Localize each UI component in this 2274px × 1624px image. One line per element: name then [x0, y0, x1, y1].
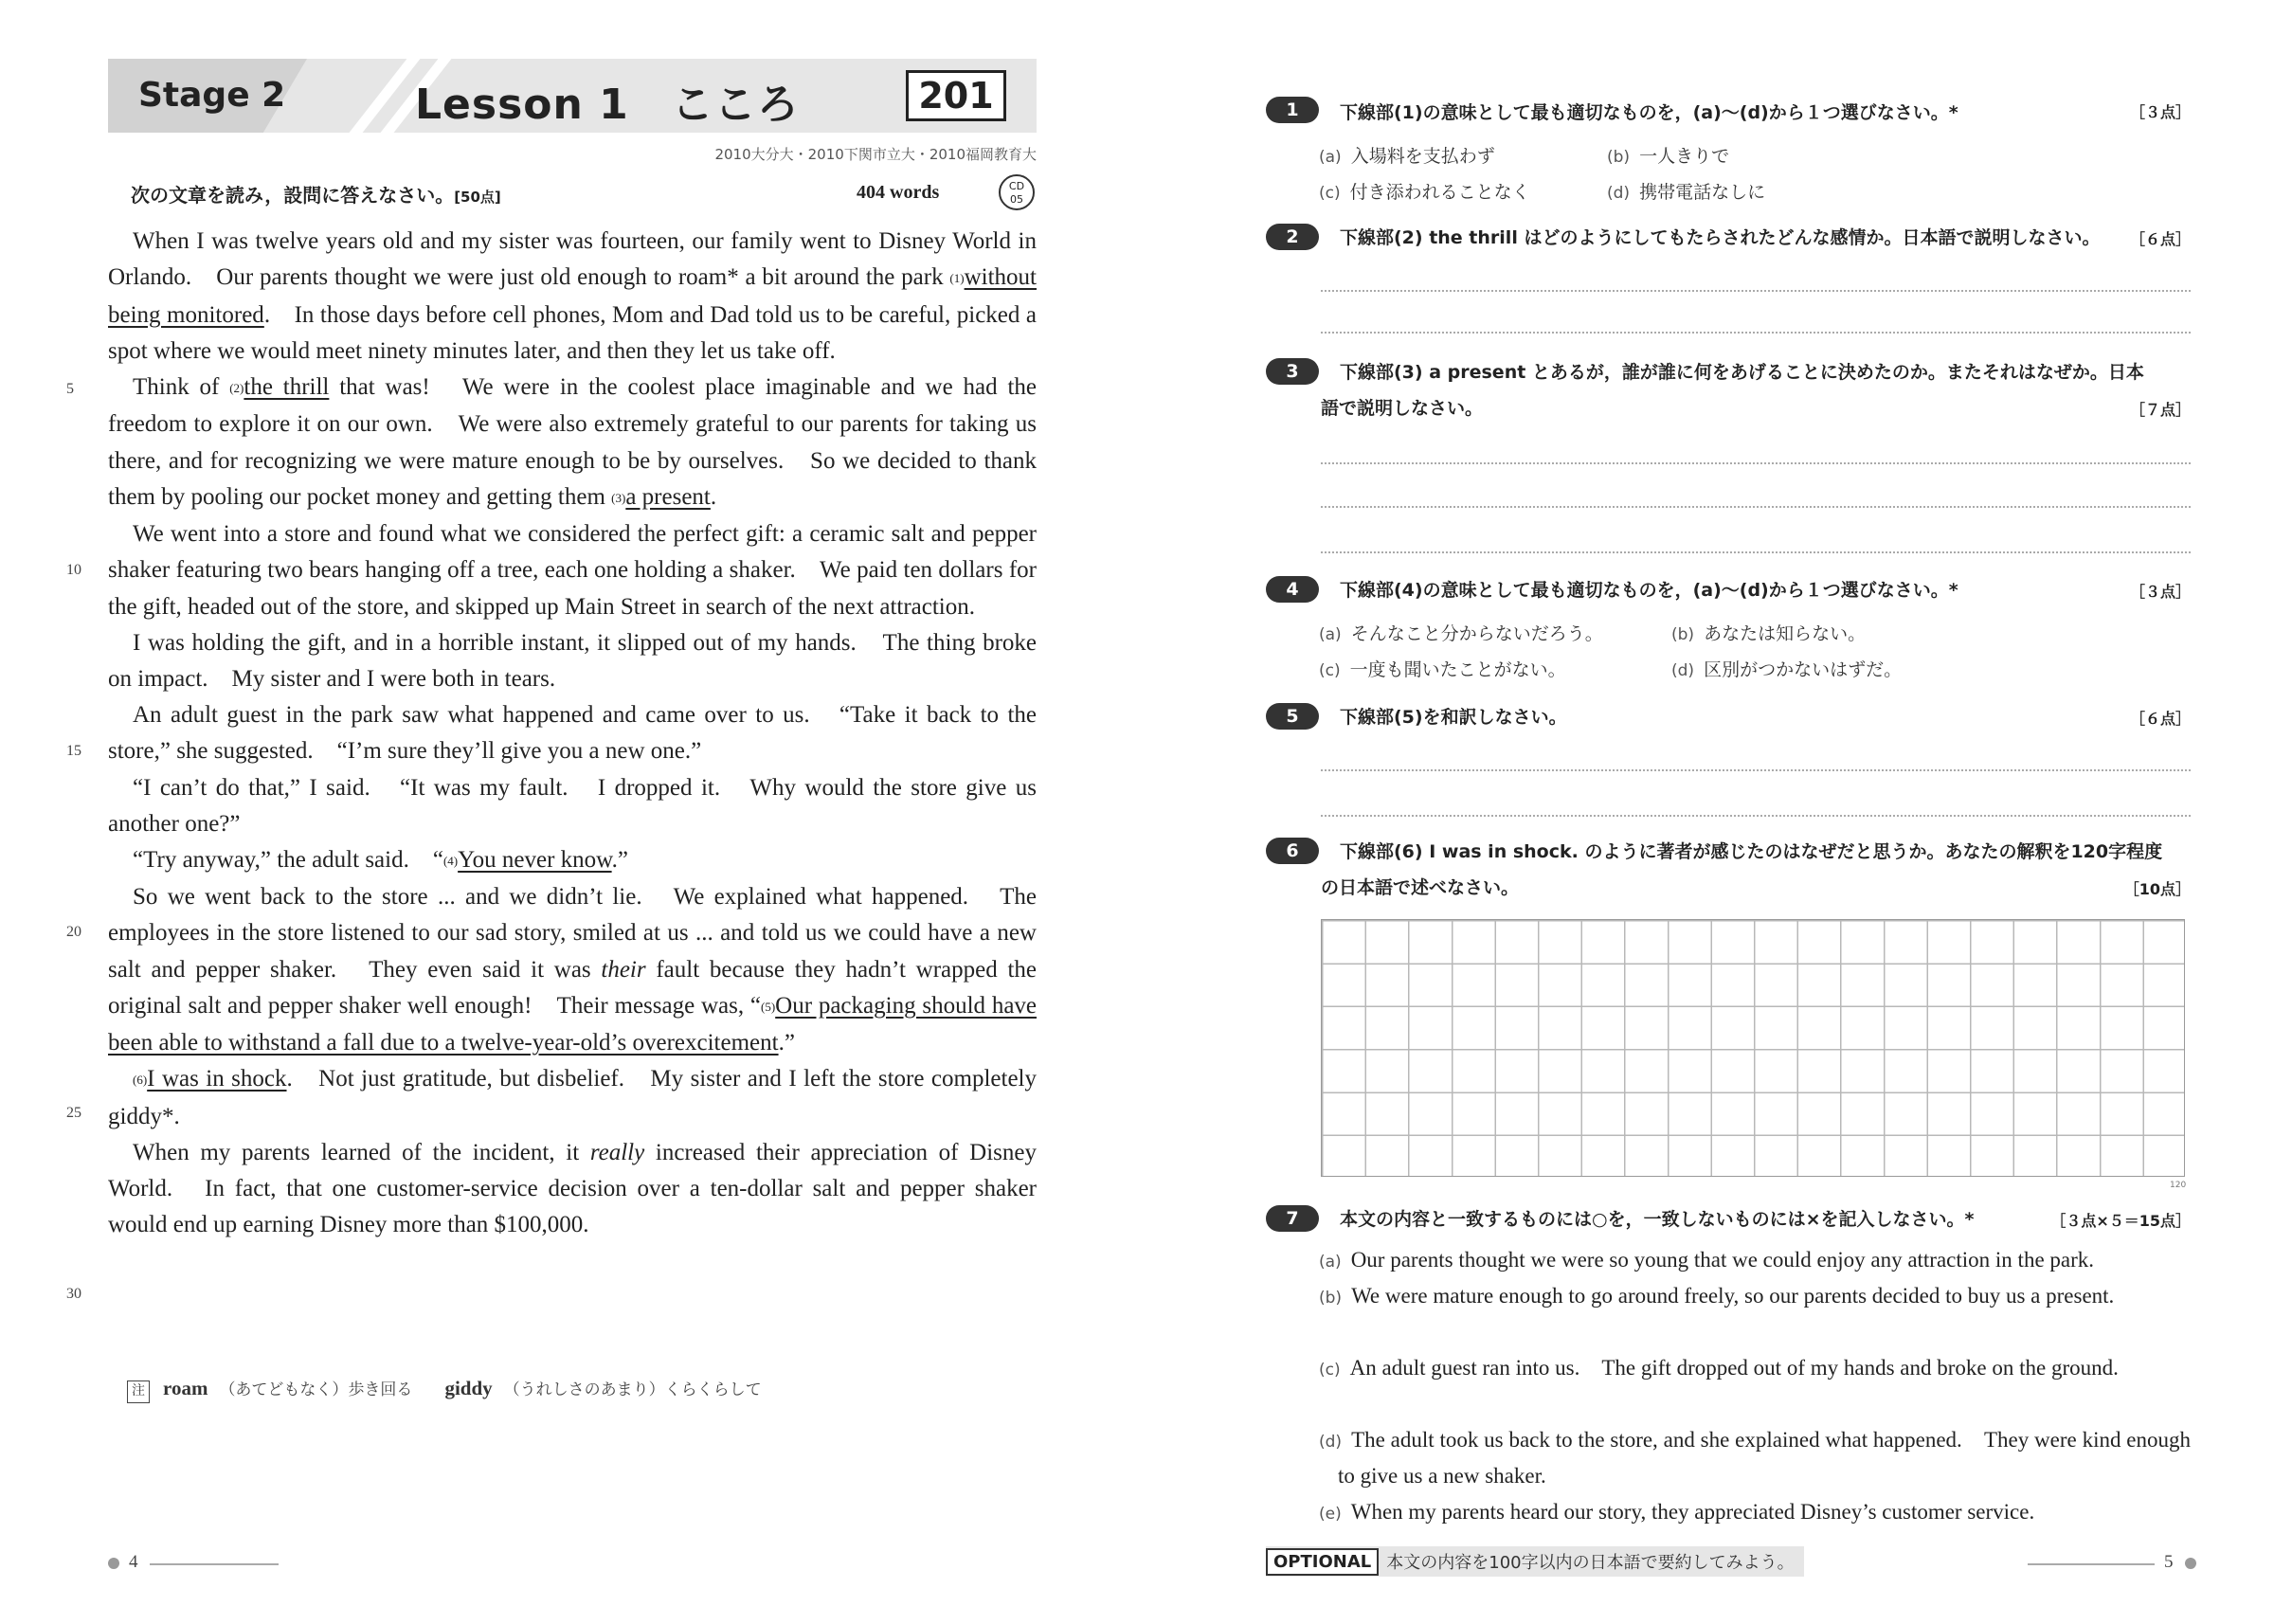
instructions-points: [50点] — [454, 189, 501, 206]
page-dot — [2185, 1558, 2196, 1569]
option-text: We were mature enough to go around freely, so our parents decided to buy us a present. — [1351, 1284, 2115, 1308]
question-6-text: 下線部(6) I was in shock. のように著者が感じたのはなぜだと思うか。あなたの解釈を120字程度 — [1340, 841, 2163, 862]
question-2-text: 下線部(2) the thrill はどのようにしてもたらされたどんな感情か。日本語で説明しなさい。 — [1340, 227, 2101, 248]
footnote-term: giddy — [444, 1377, 493, 1399]
answer-line — [1321, 506, 2191, 508]
paragraph-4: I was holding the gift, and in a horrible instant, it slipped out of my hands. The thing broke on impact. My sister and I were both in tears. — [108, 629, 1037, 692]
word-count: 404 words — [857, 182, 940, 203]
text: fault because they hadn’t wrapped the original salt and pepper shaker well enough! Their message was, “ — [108, 956, 1037, 1019]
paragraph-7 — [108, 842, 1037, 879]
text: .” — [611, 846, 628, 873]
q1-option-c — [1319, 178, 1530, 204]
question-3-points: ［７点］ — [2129, 401, 2191, 419]
option-label: (c) — [1319, 184, 1341, 203]
question-5-text: 下線部(5)を和訳しなさい。 — [1340, 707, 1567, 728]
option-text: An adult guest ran into us. The gift dropped out of my hands and broke on the ground. — [1349, 1356, 2119, 1380]
underlined-phrase-4: You never know — [458, 846, 612, 873]
question-6-text-cont: の日本語で述べなさい。 — [1321, 877, 1520, 898]
option-label: (b) — [1671, 625, 1695, 644]
option-text: 携帯電話なしに — [1639, 182, 1766, 203]
page-rule — [2028, 1563, 2155, 1565]
question-4-text: 下線部(4)の意味として最も適切なものを，(a)〜(d)から１つ選びなさい。* — [1340, 580, 1958, 601]
question-1-text: 下線部(1)の意味として最も適切なものを，(a)〜(d)から１つ選びなさい。* — [1340, 102, 1958, 123]
line-number: 30 — [66, 1286, 81, 1302]
line-number: 20 — [66, 924, 81, 940]
question-3-text: 下線部(3) a present とあるが，誰が誰に何をあげることに決めたのか。またそれはなぜか。日本 — [1340, 362, 2144, 383]
underlined-phrase-6: I was in shock — [147, 1066, 287, 1092]
answer-line — [1321, 551, 2191, 553]
q1-option-d — [1607, 178, 1765, 204]
paragraph-3: We went into a store and found what we considered the perfect gift: a ceramic salt and pepper shaker featuring two bears hanging off a tree, each one holding a shaker. We paid ten dollars for the gift, headed out of the store, and skipped up Main Street in search of the next attraction. — [108, 521, 1037, 620]
question-3-badge: 3 — [1266, 358, 1319, 385]
q7-statement-b — [1319, 1278, 2191, 1314]
question-3-text-cont: 語で説明しなさい。 — [1321, 398, 1484, 419]
text: increased their appreciation of Disney World. In fact, that one customer-service decision over a ten-dollar salt and pepper shaker would end up earning Disney more than $100,000. — [108, 1140, 1037, 1238]
question-7-text: 本文の内容と一致するものには○を，一致しないものには×を記入しなさい。* — [1340, 1209, 1975, 1230]
question-1-points: ［３点］ — [2129, 103, 2191, 121]
line-number: 15 — [66, 743, 81, 759]
page-number: 5 — [2164, 1552, 2174, 1572]
text: “Try anyway,” the adult said. “ — [133, 846, 443, 873]
option-text: When my parents heard our story, they appreciated Disney’s customer service. — [1350, 1500, 2035, 1524]
optional-task — [1266, 1546, 1804, 1577]
footnote — [127, 1376, 794, 1403]
paragraph-6: “I can’t do that,” I said. “It was my fault. I dropped it. Why would the store give us another one?” — [108, 774, 1037, 837]
underlined-phrase-1: without being monitored — [108, 264, 1037, 328]
option-text: あなたは知らない。 — [1704, 623, 1867, 644]
lesson-title: Lesson 1 こころ — [415, 81, 800, 129]
text: So we went back to the store ... and we didn’t lie. We explained what happened. The employees in the store listened to our sad story, smiled at us ... and told us we could have a new salt and pepper shaker. They even said it was — [108, 884, 1037, 983]
text: When I was twelve years old and my sister was fourteen, our family went to Disney World in Orlando. Our parents thought we were just old enough to roam* a bit around the park — [108, 228, 1037, 291]
italic-word: their — [601, 956, 646, 983]
option-label: (c) — [1319, 1361, 1341, 1380]
option-text: Our parents thought we were so young that we could enjoy any attraction in the park. — [1350, 1248, 2095, 1272]
line-number: 10 — [66, 562, 81, 578]
paragraph-5: An adult guest in the park saw what happened and came over to us. “Take it back to the store,” she suggested. “I’m sure they’ll give you a new one.” — [108, 702, 1037, 765]
footnote-gloss: （うれしさのあまり）くらくらして — [503, 1380, 762, 1399]
note-mark: 注 — [127, 1380, 150, 1403]
text: When my parents learned of the incident, it — [133, 1140, 590, 1166]
underlined-phrase-2: the thrill — [244, 373, 330, 400]
text: . — [710, 483, 717, 510]
footnote-term: roam — [163, 1377, 208, 1399]
question-5-badge: 5 — [1266, 703, 1319, 730]
instructions-text: 次の文章を読み，設問に答えなさい。 — [131, 184, 455, 207]
cd-label: CD — [1008, 180, 1025, 192]
option-label: (a) — [1319, 1253, 1342, 1272]
paragraph-10 — [108, 1135, 1037, 1244]
answer-line — [1321, 769, 2191, 771]
line-number: 5 — [66, 381, 74, 397]
question-4-badge: 4 — [1266, 576, 1319, 603]
question-6-badge: 6 — [1266, 838, 1319, 864]
option-text: そんなこと分からないだろう。 — [1350, 623, 1603, 644]
cd-track-icon — [999, 174, 1035, 210]
page-dot — [108, 1558, 119, 1569]
text: .” — [778, 1030, 795, 1056]
q1-option-a — [1319, 142, 1495, 168]
q7-statement-c — [1319, 1350, 2191, 1386]
paragraph-1 — [108, 224, 1037, 370]
option-text: 区別がつかないはずだ。 — [1704, 659, 1903, 680]
question-4-points: ［３点］ — [2129, 583, 2191, 601]
text: . Not just gratitude, but disbelief. My sister and I left the store completely giddy*. — [108, 1066, 1037, 1129]
optional-text: 本文の内容を100字以内の日本語で要約してみよう。 — [1386, 1553, 1795, 1573]
option-text: The adult took us back to the store, and she explained what happened. They were kind enough to give us a new shaker. — [1338, 1428, 2191, 1488]
option-label: (d) — [1671, 661, 1695, 680]
lesson-number-box: 201 — [906, 70, 1006, 121]
source-note: 2010大分大・2010下関市立大・2010福岡教育大 — [714, 146, 1037, 163]
q7-statement-a — [1319, 1242, 2191, 1278]
question-5-points: ［６点］ — [2129, 710, 2191, 728]
q7-statement-d — [1319, 1422, 2191, 1494]
q1-option-b — [1607, 142, 1729, 168]
answer-line — [1321, 332, 2191, 334]
underline-marker: (3) — [611, 490, 626, 505]
reading-passage — [108, 224, 1037, 1244]
option-label: (c) — [1319, 661, 1341, 680]
paragraph-8 — [108, 879, 1037, 1061]
question-1-badge: 1 — [1266, 97, 1319, 123]
answer-line — [1321, 290, 2191, 292]
option-label: (b) — [1607, 148, 1631, 167]
option-label: (e) — [1319, 1505, 1342, 1524]
page-rule — [150, 1563, 279, 1565]
option-text: 付き添われることなく — [1349, 182, 1530, 203]
underlined-phrase-3: a present — [625, 483, 711, 510]
option-label: (a) — [1319, 625, 1342, 644]
underline-marker: (4) — [442, 854, 459, 869]
grid-count-label: 120 — [2170, 1181, 2187, 1190]
question-7-badge: 7 — [1266, 1205, 1319, 1232]
line-number: 25 — [66, 1105, 81, 1121]
text: that was! We were in the coolest place imaginable and we had the freedom to explore it on our own. We were also extremely grateful to our parents for taking us there, and for recognizing we were mature enough to be by ourselves. So we decided to thank them by pooling our pocket money and getting them — [108, 373, 1037, 510]
underlined-phrase-5: Our packaging should have been able to withstand a fall due to a twelve-year-old’s overexcitement — [108, 992, 1038, 1056]
q4-option-a — [1319, 620, 1603, 645]
underline-marker: (1) — [949, 271, 965, 286]
option-label: (d) — [1607, 184, 1631, 203]
option-text: 一人きりで — [1639, 146, 1730, 167]
answer-line — [1321, 462, 2191, 464]
page-number: 4 — [129, 1552, 138, 1572]
q4-option-d — [1671, 656, 1902, 681]
q4-option-c — [1319, 656, 1566, 681]
optional-tag: OPTIONAL — [1266, 1548, 1379, 1576]
question-6-points: ［10点］ — [2123, 880, 2191, 898]
option-label: (a) — [1319, 148, 1342, 167]
underline-marker: (5) — [761, 1000, 776, 1015]
option-text: 入場料を支払わず — [1350, 146, 1495, 167]
q7-statement-e — [1319, 1494, 2191, 1530]
underline-marker: (2) — [229, 381, 244, 396]
q4-option-b — [1671, 620, 1866, 645]
italic-word: really — [589, 1140, 645, 1166]
option-label: (d) — [1319, 1433, 1343, 1452]
paragraph-2 — [108, 370, 1037, 516]
underline-marker: (6) — [133, 1073, 148, 1088]
paragraph-9 — [108, 1061, 1037, 1135]
text: Think of — [133, 373, 230, 400]
question-2-points: ［６点］ — [2129, 230, 2191, 248]
lesson-header-banner — [108, 59, 1037, 133]
question-2-badge: 2 — [1266, 224, 1319, 250]
option-label: (b) — [1319, 1289, 1343, 1308]
cd-track: 05 — [1010, 193, 1023, 206]
option-text: 一度も聞いたことがない。 — [1349, 659, 1566, 680]
stage-label: Stage 2 — [138, 76, 286, 115]
answer-grid[interactable] — [1321, 919, 2185, 1177]
text: . In those days before cell phones, Mom and Dad told us to be careful, picked a spot where we would meet ninety minutes later, and then they let us take off. — [108, 301, 1037, 364]
instructions — [131, 180, 501, 208]
footnote-gloss: （あてどもなく）歩き回る — [219, 1380, 413, 1399]
question-7-points: ［３点×５＝15点］ — [2050, 1212, 2191, 1230]
answer-line — [1321, 815, 2191, 817]
